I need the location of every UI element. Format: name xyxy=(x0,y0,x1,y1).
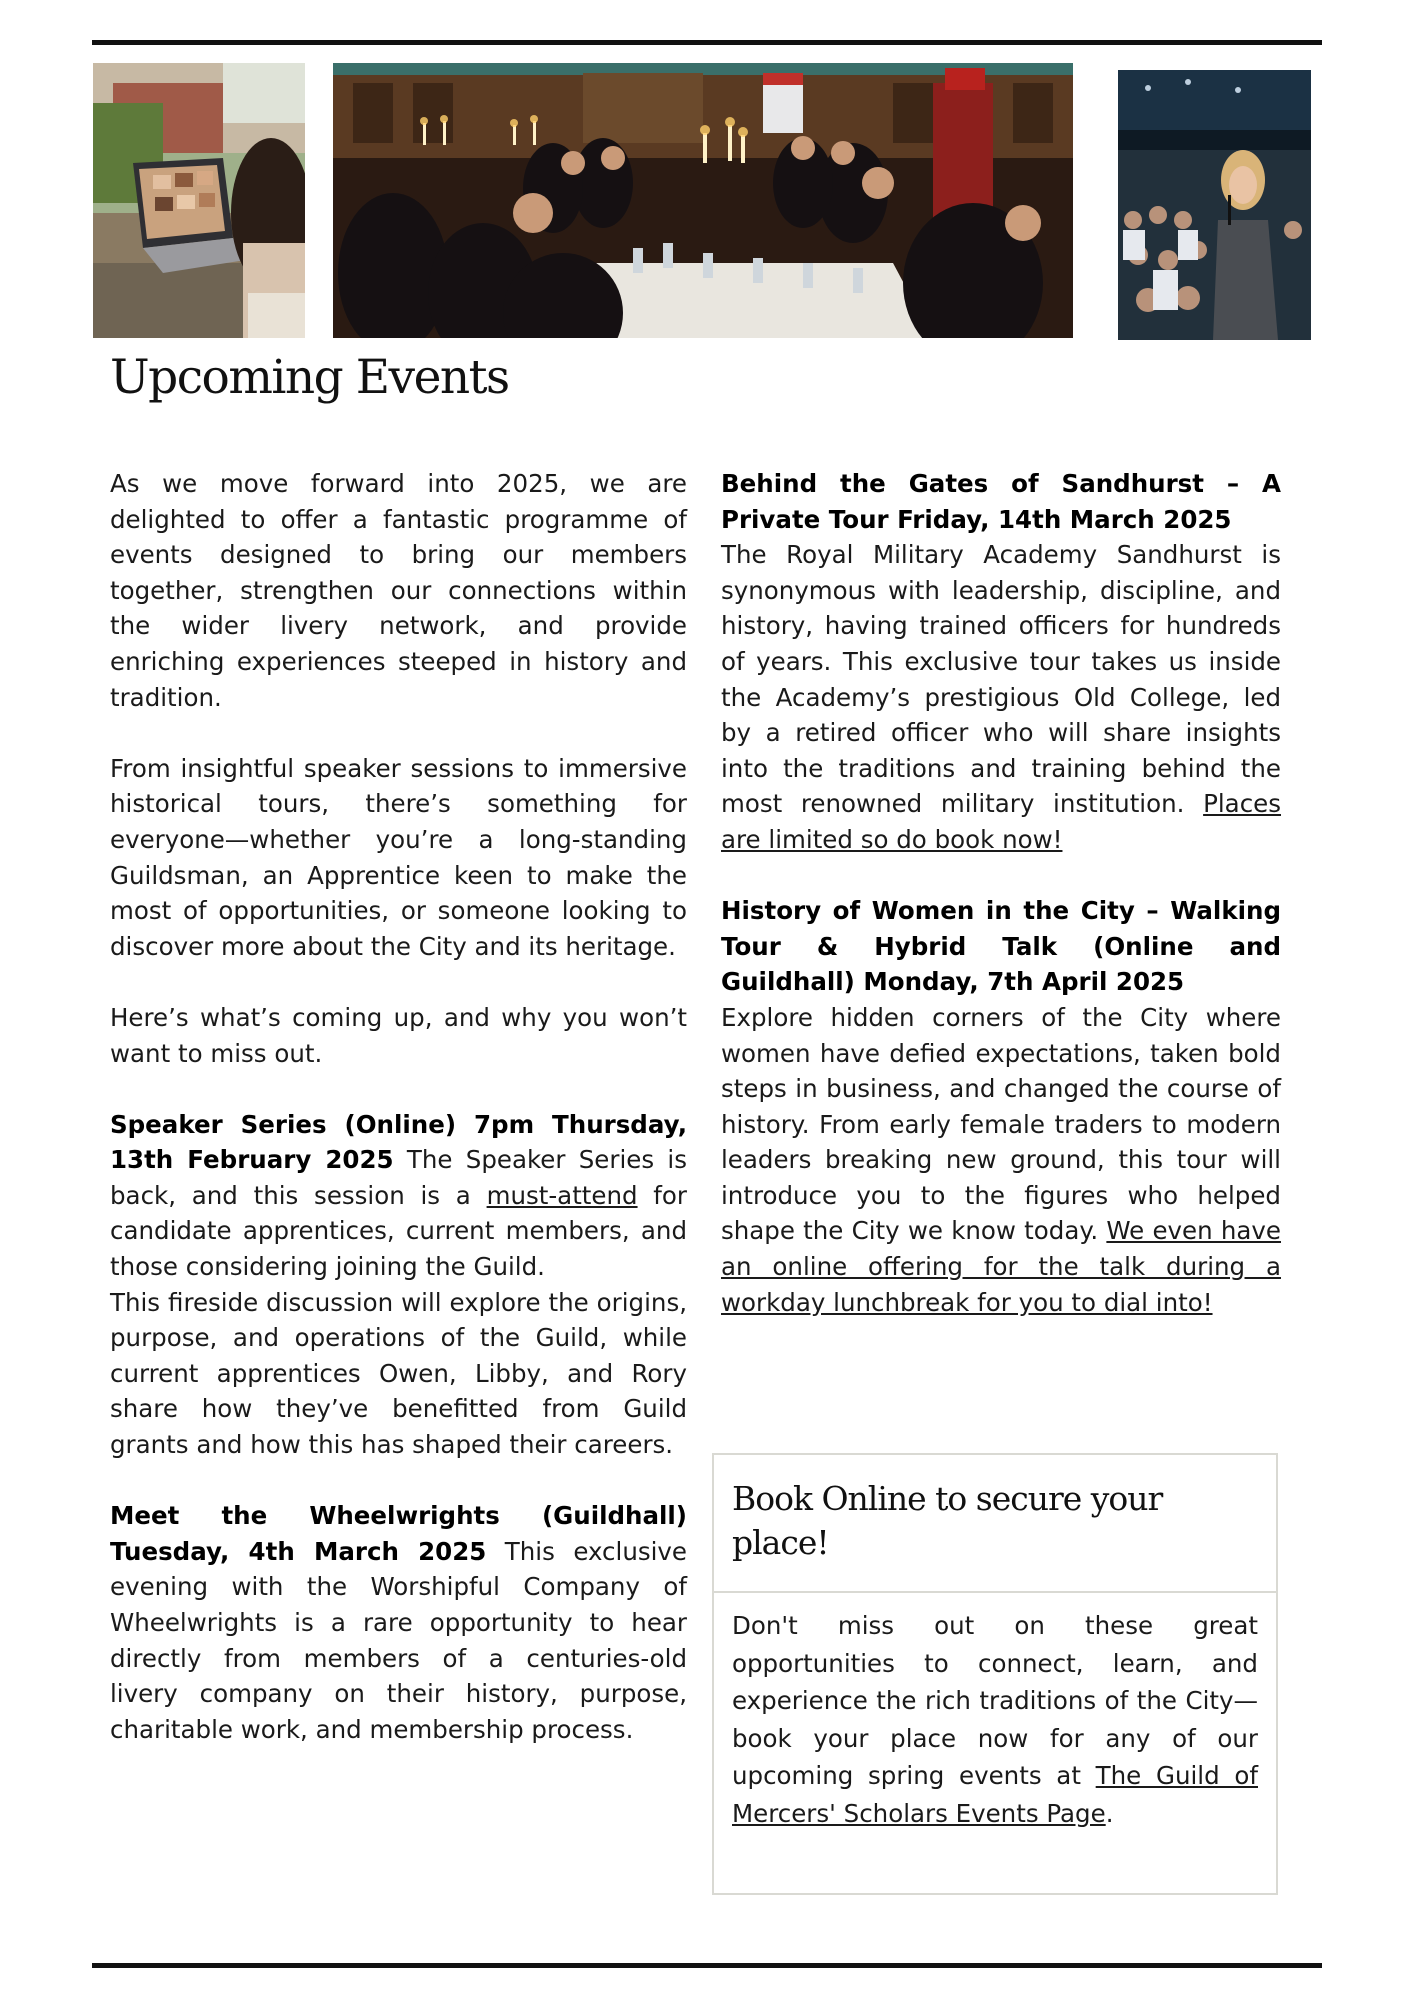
event-title: Behind the Gates of Sandhurst – A Private Tour Friday, 14th March 2025 xyxy=(721,469,1281,534)
booking-title: Book Online to secure your place! xyxy=(714,1455,1276,1593)
event-text: This exclusive evening with the Worshipful Company of Wheelwrights is a rare opportunity to hear directly from members of a centuries-old livery company on their history, purpose, charitable work, and membership process. xyxy=(110,1536,687,1744)
event-text: The Speaker Series is back, and this session is a xyxy=(110,1145,687,1210)
booking-end: . xyxy=(1105,1798,1114,1828)
event-text: Explore hidden corners of the City where women have defied expectations, taken bold steps in business, and changed the course of history. From early female traders to modern leaders breaking new ground, this tour will introduce you to the figures who helped shape the City we know today. xyxy=(721,1002,1281,1246)
intro-paragraph: As we move forward into 2025, we are delighted to offer a fantastic programme of events designed to bring our members together, strengthen our connections within the wider livery network, and provide enriching experiences steeped in history and tradition. xyxy=(110,469,687,712)
booking-body: Don't miss out on these great opportunities to connect, learn, and experience the rich traditions of the City—book your place now for any of our upcoming spring events at xyxy=(732,1611,1258,1790)
intro-paragraph: Here’s what’s coming up, and why you won’t want to miss out. xyxy=(110,1002,687,1068)
speaker-photo xyxy=(1118,70,1311,340)
event-title: History of Women in the City – Walking Tour & Hybrid Talk (Online and Guildhall) Monday, 7th April 2025 xyxy=(721,896,1281,997)
event-text: This fireside discussion will explore the origins, purpose, and operations of the Guild, while current apprentices Owen, Libby, and Rory share how they’ve benefitted from Guild grants and how this has shaped their careers. xyxy=(110,1287,687,1460)
must-attend-link[interactable]: must-attend xyxy=(486,1180,638,1210)
banquet-photo xyxy=(333,63,1073,338)
booking-text xyxy=(714,1593,1276,1832)
event-speaker-series xyxy=(110,1107,687,1285)
booking-box xyxy=(712,1453,1278,1895)
event-title: Speaker Series (Online) 7pm Thursday, 13th February 2025 xyxy=(110,1109,687,1175)
online-offering-link[interactable]: We even have an online offering for the talk during a workday lunchbreak for you to dial into! xyxy=(721,1216,1281,1317)
event-text: The Royal Military Academy Sandhurst is synonymous with leadership, discipline, and history, having trained officers for hundreds of years. This exclusive tour takes us inside the Academy’s prestigious Old College, led by a retired officer who will share insights into the traditions and training behind the most renowned military institution. xyxy=(721,540,1281,819)
top-rule xyxy=(92,40,1322,45)
intro-paragraph: From insightful speaker sessions to immersive historical tours, there’s something for everyone—whether you’re a long-standing Guildsman, an Apprentice keen to make the most of opportunities, or someone looking to discover more about the City and its heritage. xyxy=(110,753,687,961)
event-women-in-city xyxy=(721,893,1281,1320)
events-page-link[interactable]: The Guild of Mercers' Scholars Events Page xyxy=(732,1761,1258,1828)
event-wheelwrights xyxy=(110,1498,687,1747)
event-sandhurst xyxy=(721,466,1281,858)
right-column xyxy=(721,466,1281,1356)
event-title: Meet the Wheelwrights (Guildhall) Tuesday, 4th March 2025 xyxy=(110,1501,687,1566)
bottom-rule xyxy=(92,1963,1322,1968)
left-column xyxy=(110,466,687,1783)
event-text: for candidate apprentices, current members, and those considering joining the Guild. xyxy=(110,1180,687,1282)
page-title: Upcoming Events xyxy=(110,350,509,405)
video-call-photo xyxy=(93,63,305,338)
book-now-link[interactable]: Places are limited so do book now! xyxy=(721,789,1281,854)
